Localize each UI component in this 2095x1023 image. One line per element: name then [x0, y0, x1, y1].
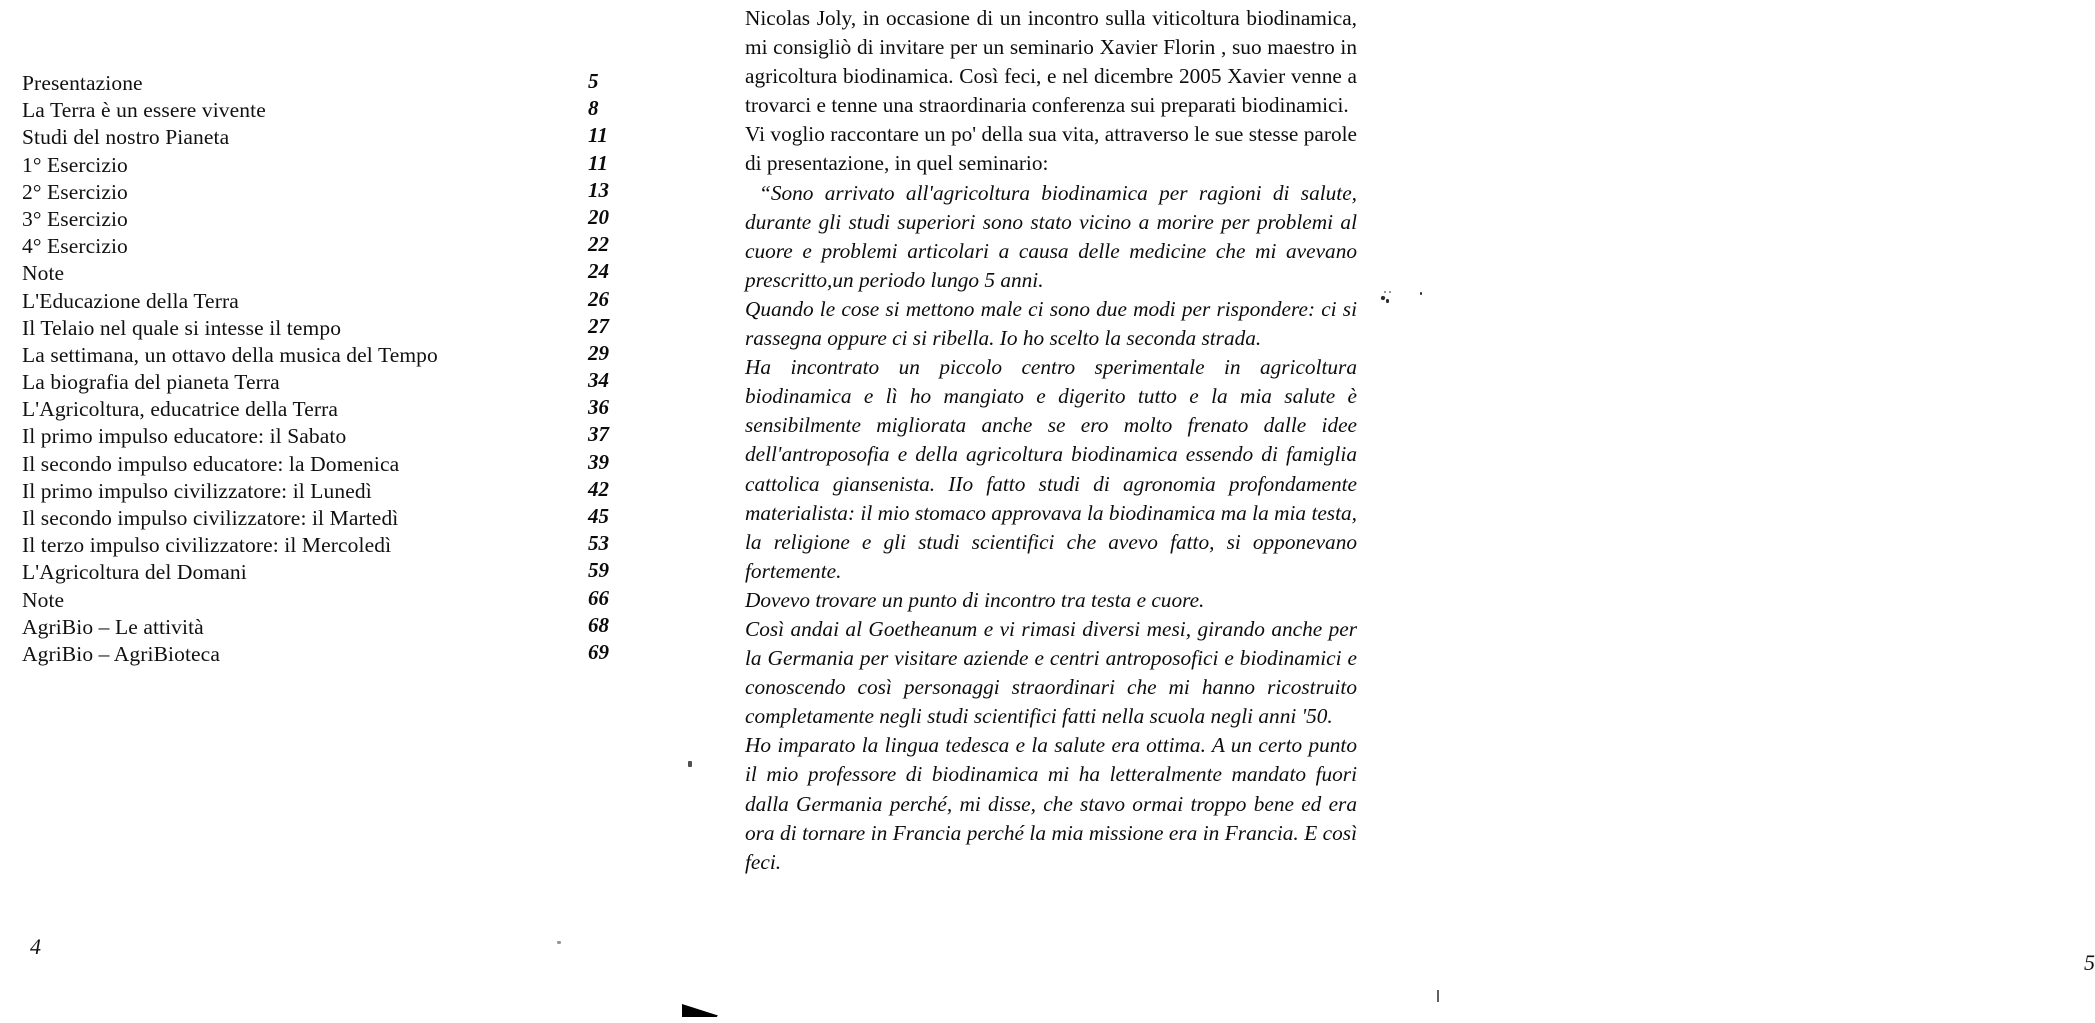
toc-entry	[22, 315, 642, 342]
toc-entry	[22, 233, 642, 260]
toc-entry-page: 66	[588, 585, 609, 610]
toc-entry-page: 26	[588, 286, 609, 311]
page-number-right: 5	[2084, 950, 2095, 975]
body-paragraph: Così andai al Goetheanum e vi rimasi diversi mesi, girando anche per la Germania per visitare aziende e centri antroposofici e biodinamici e conoscendo così personaggi straordinari che mi hanno ricostruito completamente negli studi scientifici fatti nella scuola negli anni '50.	[745, 616, 1357, 729]
right-page	[745, 0, 2095, 1023]
toc-entry	[22, 288, 642, 315]
scan-speck	[1386, 299, 1389, 303]
toc-entry	[22, 97, 642, 124]
toc-entry-page: 36	[588, 395, 609, 420]
toc-entry-page: 37	[588, 422, 609, 447]
toc-entry	[22, 423, 642, 450]
body-paragraph: Dovevo trovare un punto di incontro tra testa e cuore.	[745, 587, 1205, 612]
toc-entry-title: L'Agricoltura del Domani	[22, 560, 247, 585]
body-paragraph: Nicolas Joly, in occasione di un incontro sulla viticoltura biodinamica, mi consigliò di invitare per un seminario Xavier Florin , suo maestro in agricoltura biodinamica. Così feci, e nel dicembre 2005 Xavier venne a trovarci e tenne una straordinaria conferenza sui preparati biodinamici.	[745, 6, 1357, 118]
toc-entry-page: 69	[588, 639, 609, 664]
toc-entry-title: AgriBio – AgriBioteca	[22, 641, 220, 666]
scan-speck	[1380, 295, 1385, 300]
body-paragraph: Ho imparato la lingua tedesca e la salute era ottima. A un certo punto il mio professore di biodinamica mi ha letteralmente mandato fuori dalla Germania perché, mi disse, che stavo ormai troppo bene ed era ora di tornare in Francia perché la mia missione era in Francia. E così feci.	[745, 733, 1357, 874]
toc-entry-title: 1° Esercizio	[22, 152, 128, 177]
toc-entry-title: La biografia del pianeta Terra	[22, 370, 280, 395]
toc-entry-title: Il secondo impulso civilizzatore: il Martedì	[22, 506, 399, 530]
toc-entry-page: 20	[588, 204, 609, 229]
spine-scan-artifact	[682, 1004, 718, 1017]
toc-entry-title: Il primo impulso civilizzatore: il Lunedì	[22, 478, 372, 503]
toc-entry-page: 11	[588, 123, 608, 148]
toc-entry-title: 3° Esercizio	[22, 206, 128, 231]
toc-entry	[22, 587, 642, 614]
toc-entry	[22, 369, 642, 396]
toc-entry-title: La settimana, un ottavo della musica del Tempo	[22, 342, 438, 367]
toc-entry-title: 4° Esercizio	[22, 234, 128, 259]
page-number-left: 4	[30, 934, 41, 959]
toc-entry-title: Note	[22, 587, 65, 612]
toc-entry	[22, 614, 642, 641]
toc-entry	[22, 532, 642, 559]
toc-entry	[22, 451, 642, 478]
toc-entry-page: 22	[588, 232, 609, 257]
toc-entry-page: 13	[588, 177, 609, 202]
scan-speck	[688, 761, 692, 767]
toc-entry-title: Note	[22, 261, 65, 286]
toc-entry-page: 29	[588, 340, 609, 365]
body-paragraph: “Sono arrivato all'agricoltura biodinamica per ragioni di salute, durante gli studi superiori sono stato vicino a morire per problemi al cuore e problemi articolari a causa delle medicine che mi avevano prescritto,un periodo lungo 5 anni.	[745, 180, 1357, 292]
toc-entry	[22, 124, 642, 151]
toc-entry-page: 11	[588, 150, 608, 175]
toc-entry	[22, 505, 642, 532]
toc-entry-title: 2° Esercizio	[22, 179, 128, 204]
toc-entry-page: 59	[588, 558, 609, 583]
toc-entry-page: 45	[588, 504, 609, 528]
body-paragraph: Quando le cose si mettono male ci sono due modi per rispondere: ci si rassegna oppure ci si ribella. Io ho scelto la seconda strada.	[745, 296, 1357, 351]
scan-speck	[1389, 291, 1391, 293]
toc-entry-title: AgriBio – Le attività	[22, 614, 204, 639]
toc-entry-page: 42	[588, 476, 609, 501]
toc-entry-page: 53	[588, 531, 609, 556]
body-text	[745, 4, 1357, 877]
toc-entry-title: Il Telaio nel quale si intesse il tempo	[22, 315, 342, 340]
toc-entry	[22, 641, 642, 668]
toc-entry-page: 27	[588, 313, 609, 338]
body-paragraph: Ha incontrato un piccolo centro sperimentale in agricoltura biodinamica e lì ho mangiato e digerito tutto e la mia salute è sensibilmente migliorata anche se ero molto frenato dalle idee dell'antroposofia e della agricoltura biodinamica essendo di famiglia cattolica giansenista. IIo fatto studi di agronomia profondamente materialista: il mio stomaco approvava la biodinamica ma la mia testa, la religione e gli studi scientifici che avevo fatto, si opponevano fortemente.	[745, 355, 1357, 583]
scan-speck	[1384, 291, 1386, 293]
toc-entry-page: 34	[588, 368, 609, 393]
toc-entry-title: Studi del nostro Pianeta	[22, 125, 230, 150]
toc-entry	[22, 206, 642, 233]
toc-entry	[22, 478, 642, 505]
toc-entry-page: 68	[588, 612, 609, 637]
toc-entry	[22, 396, 642, 423]
toc-entry-title: Il secondo impulso educatore: la Domenica	[22, 451, 400, 476]
toc-entry-title: L'Agricoltura, educatrice della Terra	[22, 397, 339, 422]
left-page	[0, 0, 700, 1023]
toc-entry-page: 39	[588, 449, 609, 474]
toc-entry-title: Il primo impulso educatore: il Sabato	[22, 424, 347, 449]
toc-entry	[22, 559, 642, 586]
scan-speck	[1420, 292, 1422, 295]
toc-entry-page: 5	[588, 69, 599, 93]
table-of-contents	[22, 70, 642, 668]
toc-entry-title: Il terzo impulso civilizzatore: il Mercoledì	[22, 533, 392, 558]
toc-entry-page: 8	[588, 96, 599, 121]
toc-entry	[22, 179, 642, 206]
body-paragraph: Vi voglio raccontare un po' della sua vita, attraverso le sue stesse parole di presentazione, in quel seminario:	[745, 122, 1357, 176]
scan-speck	[557, 941, 561, 944]
toc-entry	[22, 260, 642, 287]
toc-entry-page: 24	[588, 259, 609, 284]
toc-entry	[22, 70, 642, 97]
toc-entry	[22, 342, 642, 369]
toc-entry-title: Presentazione	[22, 71, 143, 95]
scan-speck	[1437, 990, 1439, 1002]
toc-entry-title: La Terra è un essere vivente	[22, 98, 266, 123]
toc-entry	[22, 152, 642, 179]
toc-entry-title: L'Educazione della Terra	[22, 288, 239, 313]
